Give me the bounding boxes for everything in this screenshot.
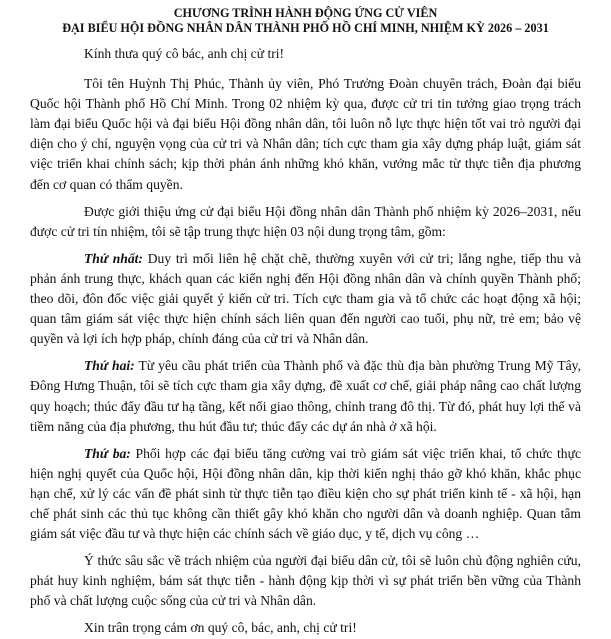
point-third-text: Phối hợp các đại biểu tăng cường vai trò giám sát việc triển khai, tổ chức thực hiện nghị quyết của Quốc hội, Hội đồng nhân dân, kịp thời kiến nghị tháo gỡ khó khăn, khắc phục hạn chế, xử lý các vấn đề phát sinh từ thực tiễn tạo điều kiện cho sự phát triển kinh tế - xã hội, hạn chế phát sinh các thủ tục không cần thiết gây khó khăn cho người dân và doanh nghiệp. Quan tâm giám sát việc đầu tư và thực hiện các chính sách về giáo dục, y tế, dịch vụ công … (30, 445, 582, 542)
point-first (30, 249, 581, 349)
intro-paragraph: Tôi tên Huỳnh Thị Phúc, Thành ủy viên, Phó Trưởng Đoàn chuyên trách, Đoàn đại biểu Quốc hội Thành phố Hồ Chí Minh. Trong 02 nhiệm kỳ qua, được cử tri tin tưởng giao trọng trách làm đại biểu Quốc hội và đại biểu Hội đồng nhân dân, tôi luôn nỗ lực thực hiện tốt vai trò người đại diện cho ý chí, nguyện vọng của cử tri và Nhân dân; tích cực tham gia xây dựng pháp luật, giám sát việc triển khai chính sách; kịp thời phản ánh những khó khăn, vướng mắc từ thực tiễn địa phương đến cơ quan có thẩm quyền. (30, 76, 581, 192)
point-second (30, 356, 581, 436)
point-third (30, 444, 581, 544)
point-second-text: Từ yêu cầu phát triển của Thành phố và đặc thù địa bàn phường Trung Mỹ Tây, Đông Hưng Thuận, tôi sẽ tích cực tham gia xây dựng, đề xuất cơ chế, giải pháp nâng cao chất lượng quy hoạch; thúc đẩy đầu tư hạ tầng, kết nối giao thông, chỉnh trang đô thị. Từ đó, phát huy lợi thế và tiềm năng của địa phương, thu hút đầu tư; thúc đẩy các dự án nhà ở xã hội. (30, 358, 581, 434)
point-third-lead: Thứ ba: (84, 445, 131, 461)
point-first-lead: Thứ nhất: (84, 250, 143, 266)
greeting-paragraph: Kính thưa quý cô bác, anh chị cử tri! (84, 46, 285, 61)
point-first-text: Duy trì mối liên hệ chặt chẽ, thường xuyên với cử tri; lắng nghe, tiếp thu và phản ánh trung thực, khách quan các kiến nghị đến Hội đồng nhân dân và chính quyền Thành phố; theo dõi, đôn đốc việc giải quyết ý kiến cử tri. Tích cực tham gia và tổ chức các hoạt động xã hội; quan tâm giám sát việc thực hiện chính sách liên quan đến người cao tuổi, phụ nữ, trẻ em; bảo vệ quyền và lợi ích hợp pháp, chính đáng của cử tri và Nhân dân. (30, 250, 581, 347)
nomination-paragraph: Được giới thiệu ứng cử đại biểu Hội đồng nhân dân Thành phố nhiệm kỳ 2026–2031, nếu được cử tri tín nhiệm, tôi sẽ tập trung thực hiện 03 nội dung trọng tâm, gồm: (30, 203, 581, 239)
point-second-lead: Thứ hai: (84, 358, 135, 374)
closing-paragraph: Xin trân trọng cảm ơn quý cô, bác, anh, chị cử tri! (84, 620, 357, 636)
document-header (30, 6, 581, 36)
commitment-paragraph: Ý thức sâu sắc về trách nhiệm của người đại biểu dân cử, tôi sẽ luôn chủ động nghiên cứu, phát huy kinh nghiệm, bám sát thực tiễn - hành động kịp thời vì sự phát triển bền vững của Thành phố và chất lượng cuộc sống của cử tri và Nhân dân. (30, 553, 581, 609)
header-subtitle: ĐẠI BIỂU HỘI ĐỒNG NHÂN DÂN THÀNH PHỐ HỒ CHÍ MINH, NHIỆM KỲ 2026 – 2031 (62, 21, 549, 35)
header-title: CHƯƠNG TRÌNH HÀNH ĐỘNG ỨNG CỬ VIÊN (173, 6, 438, 20)
